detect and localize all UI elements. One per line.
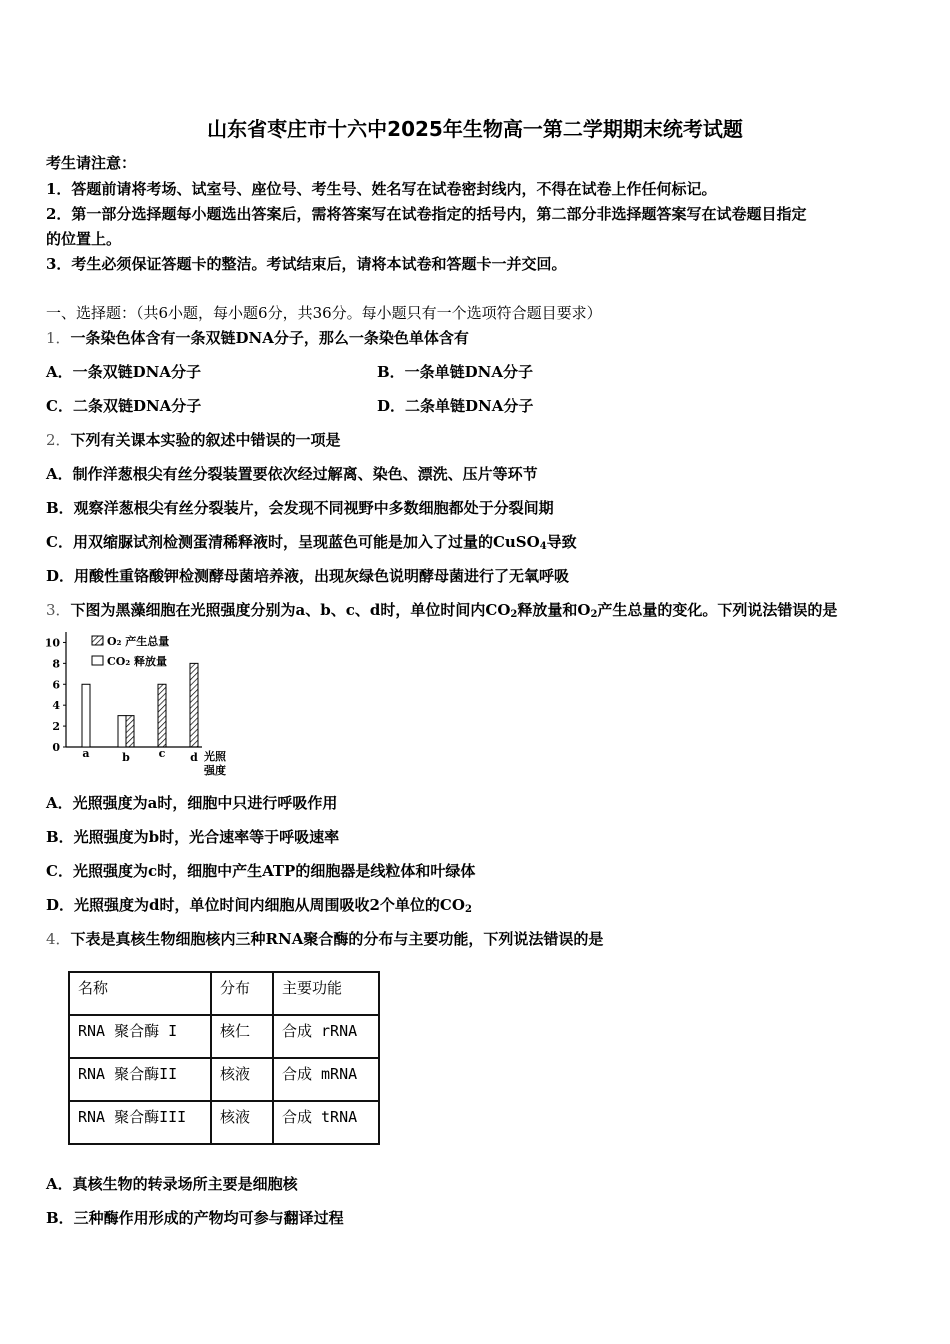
table-row bbox=[69, 1058, 379, 1101]
question-2 bbox=[46, 429, 341, 450]
table-cell: 核仁 bbox=[211, 1015, 273, 1058]
q2-option-a: A．制作洋葱根尖有丝分裂装置要依次经过解离、染色、漂洗、压片等环节 bbox=[46, 465, 538, 483]
section-heading: 一、选择题：（共6小题，每小题6分，共36分。每小题只有一个选项符合题目要求） bbox=[46, 304, 602, 322]
y-tick-label: 8 bbox=[52, 657, 60, 671]
question-1 bbox=[46, 327, 469, 348]
legend-swatch-co2 bbox=[92, 656, 103, 665]
question-3 bbox=[46, 599, 837, 620]
y-tick-label: 2 bbox=[52, 720, 60, 734]
q3-option-b: B．光照强度为b时，光合速率等于呼吸速率 bbox=[46, 828, 340, 846]
question-number: 3． bbox=[46, 601, 71, 619]
legend-swatch-o2 bbox=[92, 636, 103, 645]
x-category-label: b bbox=[122, 751, 130, 764]
q1-option-c: C．二条双链DNA分子 bbox=[46, 397, 202, 415]
stem-part: 释放量和O bbox=[517, 601, 591, 619]
table-cell: 核液 bbox=[211, 1058, 273, 1101]
table-row bbox=[69, 1101, 379, 1144]
question-number: 2． bbox=[46, 431, 71, 449]
bar-co2-b bbox=[118, 716, 126, 747]
x-category-label: d bbox=[190, 751, 198, 764]
q4-option-a: A．真核生物的转录场所主要是细胞核 bbox=[46, 1175, 298, 1193]
page-title: 山东省枣庄市十六中2025年生物高一第二学期期末统考试题 bbox=[207, 117, 743, 141]
q1-option-d: D．二条单链DNA分子 bbox=[377, 397, 534, 415]
table-header: 主要功能 bbox=[273, 972, 379, 1015]
notice-item-2-cont: 的位置上。 bbox=[46, 230, 122, 248]
stem-part: 产生总量的变化。下列说法错误的是 bbox=[597, 601, 838, 619]
bar-o2-d bbox=[190, 663, 198, 747]
table-row bbox=[69, 1015, 379, 1058]
q2-option-b: B．观察洋葱根尖有丝分裂装片，会发现不同视野中多数细胞都处于分裂间期 bbox=[46, 499, 554, 517]
bar-o2-c bbox=[158, 684, 166, 747]
rna-polymerase-table bbox=[68, 971, 380, 1145]
x-axis-label-line2: 强度 bbox=[204, 764, 226, 777]
table-cell: 合成 mRNA bbox=[273, 1058, 379, 1101]
bar-co2-a bbox=[82, 684, 90, 747]
x-category-label: a bbox=[82, 747, 90, 760]
notice-heading: 考生请注意： bbox=[46, 154, 137, 172]
question-stem: 一条染色体含有一条双链DNA分子，那么一条染色单体含有 bbox=[70, 329, 469, 347]
y-tick-label: 4 bbox=[52, 699, 60, 713]
notice-item-3: 3．考生必须保证答题卡的整洁。考试结束后，请将本试卷和答题卡一并交回。 bbox=[46, 255, 567, 273]
q3-option-a: A．光照强度为a时，细胞中只进行呼吸作用 bbox=[46, 794, 338, 812]
question-stem: 下表是真核生物细胞核内三种RNA聚合酶的分布与主要功能，下列说法错误的是 bbox=[70, 930, 604, 948]
table-cell: 核液 bbox=[211, 1101, 273, 1144]
chart-category-labels bbox=[82, 747, 198, 764]
question-4 bbox=[46, 928, 603, 949]
y-tick-label: 0 bbox=[52, 741, 60, 754]
table-cell: RNA 聚合酶 I bbox=[69, 1015, 211, 1058]
q3-option-d bbox=[46, 894, 472, 915]
notice-item-2: 2．第一部分选择题每小题选出答案后，需将答案写在试卷指定的括号内，第二部分非选择题答案写在试卷题目指定 bbox=[46, 205, 807, 223]
table-header-row bbox=[69, 972, 379, 1015]
legend-label-co2: CO₂ 释放量 bbox=[107, 655, 167, 668]
y-tick-label: 6 bbox=[52, 678, 60, 692]
table-cell: RNA 聚合酶II bbox=[69, 1058, 211, 1101]
x-axis-label-line1: 光照 bbox=[204, 750, 226, 763]
q2-option-d: D．用酸性重铬酸钾检测酵母菌培养液，出现灰绿色说明酵母菌进行了无氧呼吸 bbox=[46, 567, 570, 585]
bar-chart bbox=[40, 626, 250, 786]
x-category-label: c bbox=[158, 747, 166, 760]
chart-ticks bbox=[45, 636, 66, 754]
table-cell: RNA 聚合酶III bbox=[69, 1101, 211, 1144]
option-text-end: 导致 bbox=[546, 533, 577, 551]
table-header: 名称 bbox=[69, 972, 211, 1015]
table-header: 分布 bbox=[211, 972, 273, 1015]
chart-bars bbox=[82, 663, 198, 747]
q2-option-c bbox=[46, 531, 577, 552]
q1-option-b: B．一条单链DNA分子 bbox=[377, 363, 534, 381]
q1-option-a: A．一条双链DNA分子 bbox=[46, 363, 201, 381]
option-text: D．光照强度为d时，单位时间内细胞从周围吸收2个单位的CO bbox=[46, 896, 465, 914]
table-cell: 合成 tRNA bbox=[273, 1101, 379, 1144]
question-number: 4． bbox=[46, 930, 71, 948]
subscript: 2 bbox=[590, 609, 598, 620]
legend-label-o2: O₂ 产生总量 bbox=[107, 635, 170, 648]
question-number: 1． bbox=[46, 329, 71, 347]
table-cell: 合成 rRNA bbox=[273, 1015, 379, 1058]
chart-legend bbox=[92, 634, 169, 668]
notice-item-1: 1．答题前请将考场、试室号、座位号、考生号、姓名写在试卷密封线内，不得在试卷上作任何标记。 bbox=[46, 180, 717, 198]
stem-part: 下图为黑藻细胞在光照强度分别为a、b、c、d时，单位时间内CO bbox=[70, 601, 511, 619]
option-text: C．用双缩脲试剂检测蛋清稀释液时，呈现蓝色可能是加入了过量的CuSO bbox=[46, 533, 540, 551]
bar-o2-b bbox=[126, 716, 134, 747]
y-tick-label: 10 bbox=[44, 636, 60, 650]
question-stem bbox=[71, 601, 838, 619]
q3-option-c: C．光照强度为c时，细胞中产生ATP的细胞器是线粒体和叶绿体 bbox=[46, 862, 476, 880]
subscript: 2 bbox=[464, 904, 472, 915]
subscript: 2 bbox=[510, 609, 518, 620]
q4-option-b: B．三种酶作用形成的产物均可参与翻译过程 bbox=[46, 1209, 344, 1227]
question-stem: 下列有关课本实验的叙述中错误的一项是 bbox=[70, 431, 341, 449]
subscript: 4 bbox=[539, 541, 547, 552]
